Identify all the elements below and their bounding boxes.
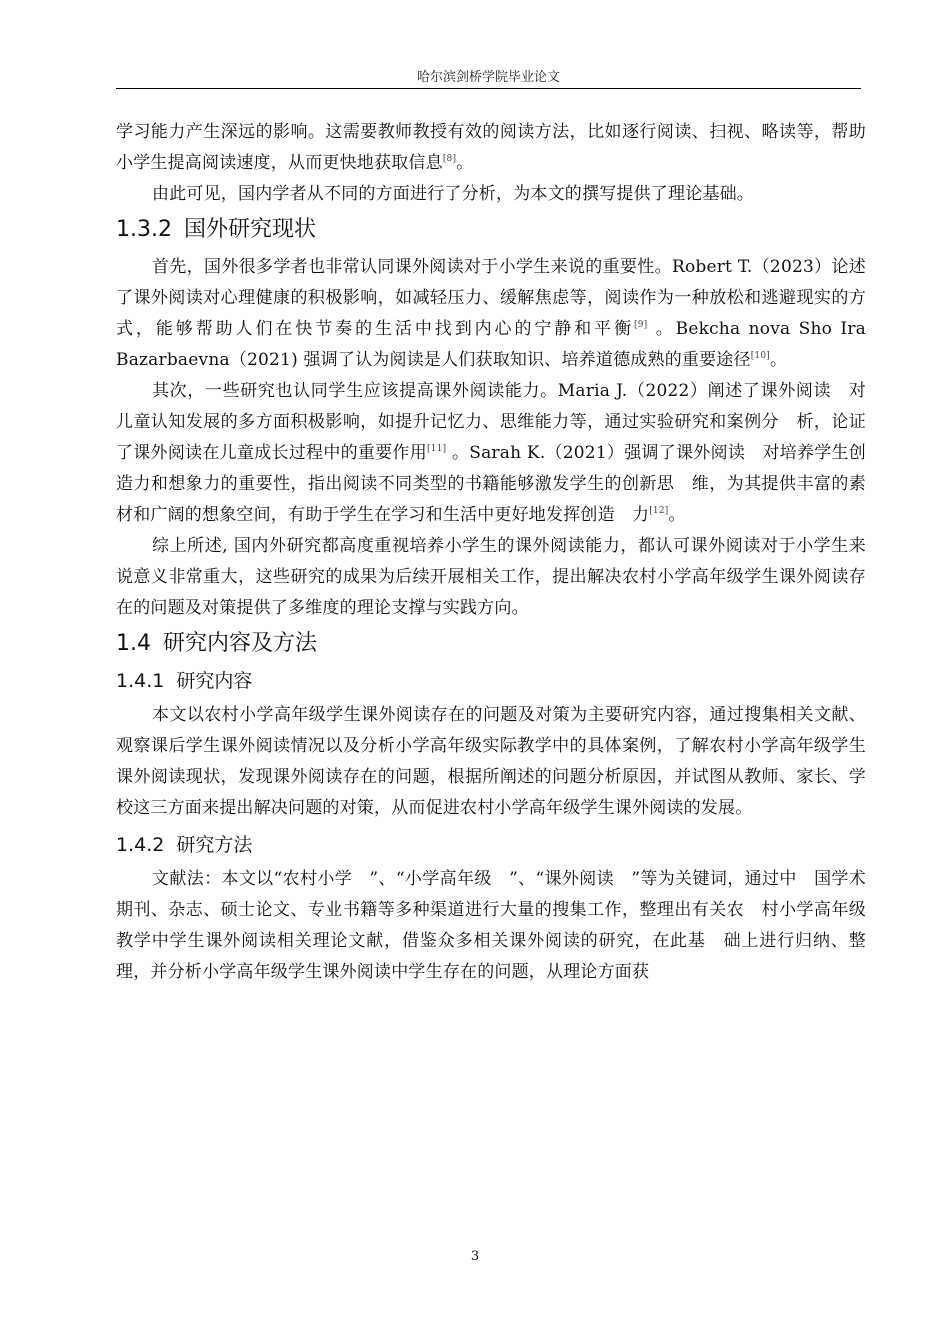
heading-text: 国外研究现状	[183, 217, 316, 242]
paragraph-reading-methods: 学习能力产生深远的影响。这需要教师教授有效的阅读方法，比如逐行阅读、扫视、略读等，帮助小学生提高阅读速度，从而更快地获取信息[8]。	[116, 122, 866, 173]
paragraph-research-content: 本文以农村小学高年级学生课外阅读存在的问题及对策为主要研究内容，通过搜集相关文献、观察课后学生课外阅读情况以及分析小学高年级实际教学中的具体案例，了解农村小学高年级学生课外阅读现状，发现课外阅读存在的问题，根据所阐述的问题分析原因，并试图从教师、家长、学校这三方面来提出解决问题的对策，从而促进农村小学高年级学生课外阅读的发展。	[116, 705, 866, 818]
heading-number: 1.3.2	[116, 217, 172, 242]
citation-11: [11]	[427, 444, 447, 454]
heading-1-4-1	[116, 666, 866, 696]
page-number: 3	[470, 1249, 480, 1264]
paragraph-literature-method: 文献法：本文以“农村小学 ”、“小学高年级 ”、“课外阅读 ”等为关键词，通过中 国学术期刊、杂志、硕士论文、专业书籍等多种渠道进行大量的搜集工作，整理出有关农 村小学高年级教学中学生课外阅读相关理论文献，借鉴众多相关课外阅读的研究，在此基 础上进行归纳、整理，并分析小学高年级学生课外阅读中学生存在的问题，从理论方面获	[116, 869, 866, 982]
paragraph-foreign-first: 首先，国外很多学者也非常认同课外阅读对于小学生来说的重要性。Robert T.（2023）论述了课外阅读对心理健康的积极影响，如减轻压力、缓解焦虑等，阅读作为一种放松和逃避现实的方式，能够帮助人们在快节奏的生活中找到内心的宁静和平衡[9] 。Bekcha nova Sho Ira Bazarbaevna（2021) 强调了认为阅读是人们获取知识、培养道德成熟的重要途径[10]。	[116, 257, 866, 370]
heading-1-4-2	[116, 830, 866, 860]
heading-number: 1.4.1	[116, 670, 165, 692]
heading-1-3-2	[116, 215, 866, 245]
heading-number: 1.4	[116, 631, 151, 656]
paragraph-foreign-second: 其次，一些研究也认同学生应该提高课外阅读能力。Maria J.（2022）阐述了课外阅读 对儿童认知发展的多方面积极影响，如提升记忆力、思维能力等，通过实验研究和案例分 析，论证了课外阅读在儿童成长过程中的重要作用[11] 。Sarah K.（2021）强调了课外阅读 对培养学生创造力和想象力的重要性，指出阅读不同类型的书籍能够激发学生的创新思 维，为其提供丰富的素材和广阔的想象空间，有助于学生在学习和生活中更好地发挥创造 力[12]。	[116, 381, 866, 525]
heading-number: 1.4.2	[116, 834, 165, 856]
citation-9: [9]	[634, 320, 648, 330]
paragraph-text: 学习能力产生深远的影响。这需要教师教授有效的阅读方法，比如逐行阅读、扫视、略读等，帮助小学生提高阅读速度，从而更快地获取信息	[116, 122, 866, 173]
citation-8: [8]	[442, 154, 457, 164]
heading-text: 研究方法	[176, 834, 253, 856]
header-divider	[116, 88, 861, 89]
heading-text: 研究内容	[176, 670, 253, 692]
citation-12: [12]	[649, 506, 669, 516]
paragraph-summary-domestic: 由此可见，国内学者从不同的方面进行了分析，为本文的撰写提供了理论基础。	[152, 184, 754, 204]
page-header: 哈尔滨剑桥学院毕业论文	[416, 70, 560, 85]
citation-10: [10]	[750, 351, 770, 361]
heading-text: 研究内容及方法	[163, 631, 318, 656]
heading-1-4	[116, 629, 866, 659]
document-body	[116, 117, 866, 988]
paragraph-conclusion: 综上所述, 国内外研究都高度重视培养小学生的课外阅读能力，都认可课外阅读对于小学生来说意义非常重大，这些研究的成果为后续开展相关工作，提出解决农村小学高年级学生课外阅读存在的问题及对策提供了多维度的理论支撑与实践方向。	[116, 536, 866, 618]
